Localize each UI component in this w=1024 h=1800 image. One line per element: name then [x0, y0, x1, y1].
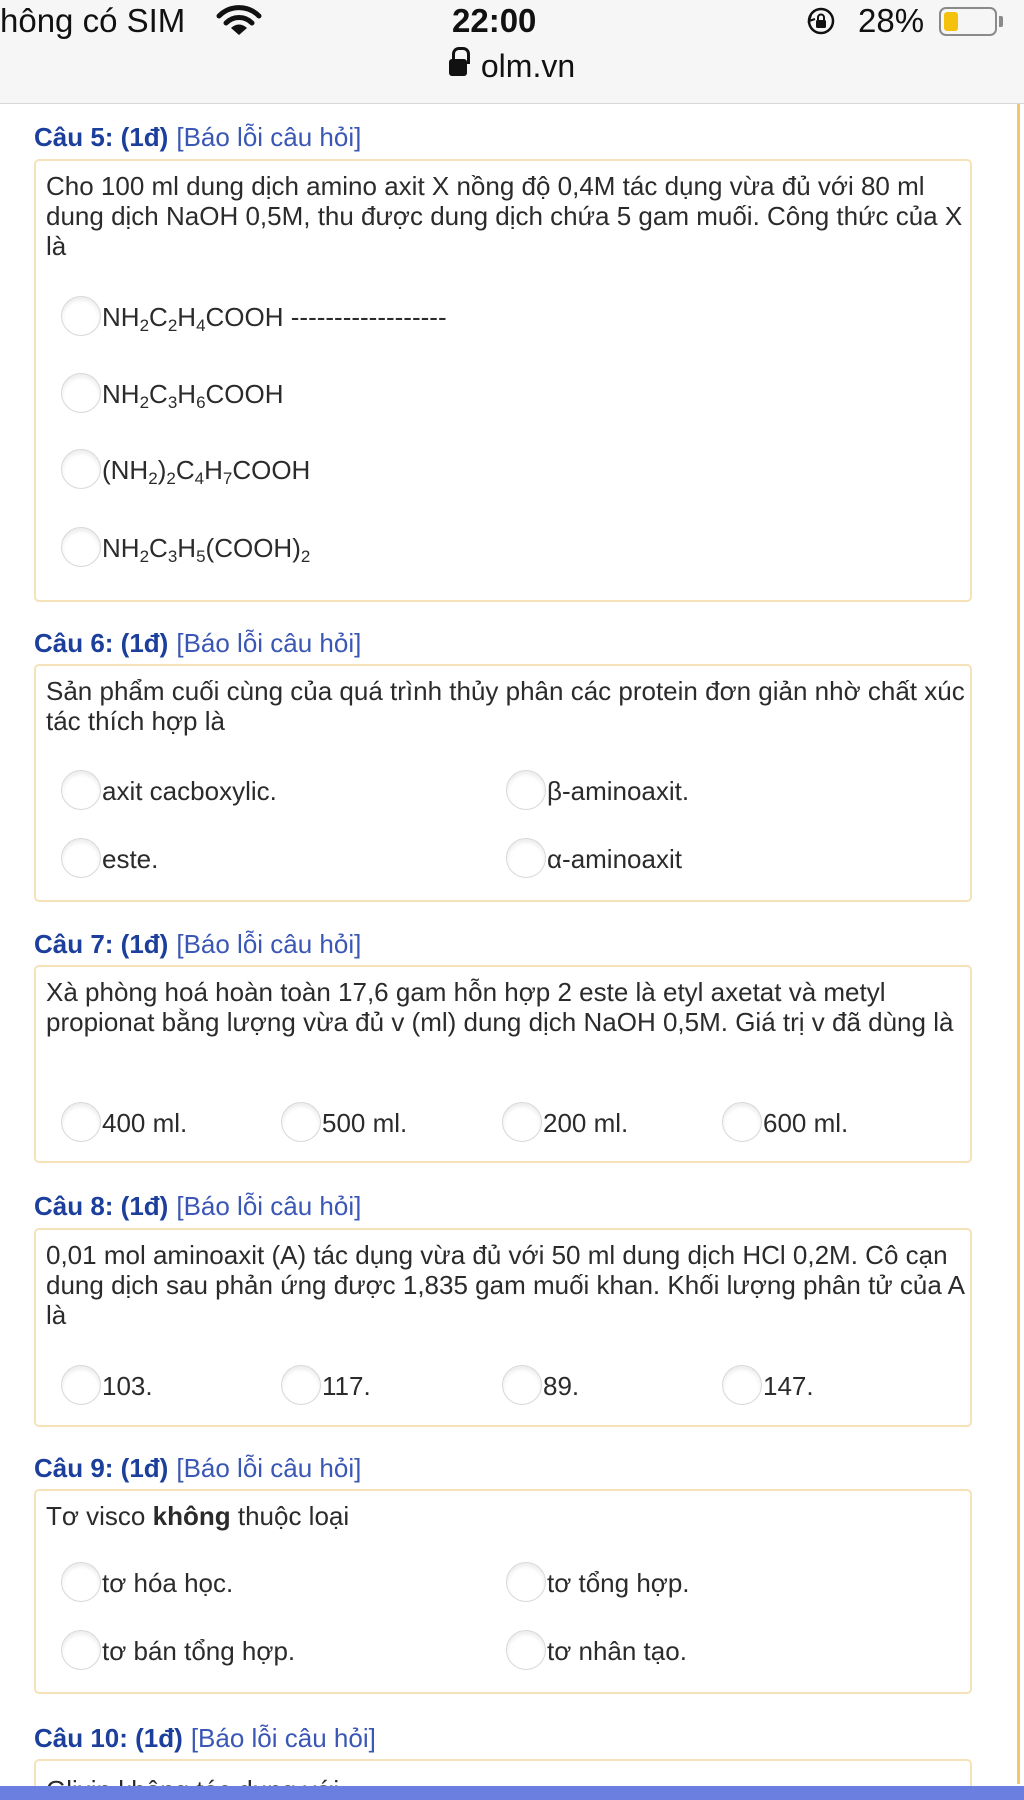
question-7-box: [34, 965, 972, 1163]
option-label: 103.: [102, 1371, 153, 1401]
radio-button[interactable]: [502, 1365, 542, 1405]
option-label: este.: [102, 844, 159, 874]
radio-button[interactable]: [61, 770, 101, 810]
radio-button[interactable]: [61, 838, 101, 878]
option-label: α-aminoaxit: [547, 844, 682, 874]
report-link[interactable]: [Báo lỗi câu hỏi]: [176, 628, 362, 658]
radio-button[interactable]: [61, 449, 101, 489]
radio-button[interactable]: [61, 1562, 101, 1602]
question-number: Câu 10: (1đ): [34, 1723, 183, 1753]
orientation-lock-icon: [806, 6, 836, 36]
question-5-header: [34, 122, 361, 153]
report-link[interactable]: [Báo lỗi câu hỏi]: [176, 122, 362, 152]
lock-icon: [449, 56, 467, 78]
option-label: 117.: [322, 1371, 371, 1401]
option-label: 600 ml.: [763, 1108, 849, 1138]
radio-button[interactable]: [506, 1562, 546, 1602]
radio-button[interactable]: [281, 1102, 321, 1142]
question-text: Sản phẩm cuối cùng của quá trình thủy phân các protein đơn giản nhờ chất xúc tác thích hợp là: [46, 676, 965, 736]
radio-button[interactable]: [61, 296, 101, 336]
carrier-label: hông có SIM: [0, 2, 186, 39]
radio-button[interactable]: [722, 1102, 762, 1142]
report-link[interactable]: [Báo lỗi câu hỏi]: [176, 1453, 362, 1483]
battery-level: [944, 12, 958, 31]
question-8-header: [34, 1191, 361, 1222]
radio-button[interactable]: [281, 1365, 321, 1405]
option-label: $(NH_2)_2C_4H_7COOH$: [102, 455, 311, 488]
question-number: Câu 7: (1đ): [34, 929, 169, 959]
bottom-toolbar: [0, 1786, 1024, 1800]
radio-button[interactable]: [61, 527, 101, 567]
question-text: Tơ visco không thuộc loại: [46, 1501, 350, 1531]
radio-button[interactable]: [506, 1630, 546, 1670]
option-label: $NH_2C_3H_6COOH$: [102, 379, 284, 412]
radio-button[interactable]: [61, 1630, 101, 1670]
browser-chrome: [0, 0, 1024, 104]
question-text: Cho 100 ml dung dịch amino axit X nồng độ 0,4M tác dụng vừa đủ với 80 ml dung dịch NaOH 0,5M, thu được dung dịch chứa 5 gam muối. Công thức của X là: [46, 171, 963, 261]
battery-tip: [999, 16, 1003, 27]
option-label: tơ bán tổng hợp.: [102, 1636, 296, 1666]
option-label: 89.: [543, 1371, 580, 1401]
report-link[interactable]: [Báo lỗi câu hỏi]: [176, 929, 362, 959]
battery-percent: 28%: [858, 2, 925, 39]
url-text: olm.vn: [480, 48, 576, 84]
question-text: 0,01 mol aminoaxit (A) tác dụng vừa đủ với 50 ml dung dịch HCl 0,2M. Cô cạn dung dịch sau phản ứng được 1,835 gam muối khan. Khối lượng phân tử của A là: [46, 1240, 964, 1330]
option-label: 400 ml.: [102, 1108, 188, 1138]
question-number: Câu 8: (1đ): [34, 1191, 169, 1221]
battery-icon: [939, 7, 997, 36]
question-text: Xà phòng hoá hoàn toàn 17,6 gam hỗn hợp 2 este là etyl axetat và metyl propionat bằng lượng vừa đủ v (ml) dung dịch NaOH 0,5M. Giá trị v đã dùng là: [46, 977, 954, 1037]
question-10-header: [34, 1723, 376, 1754]
radio-button[interactable]: [506, 770, 546, 810]
option-label: $NH_2C_2H_4COOH$ ------------------: [102, 302, 447, 335]
option-label: 500 ml.: [322, 1108, 408, 1138]
option-label: axit cacboxylic.: [102, 776, 277, 806]
radio-button[interactable]: [61, 1365, 101, 1405]
option-label: 200 ml.: [543, 1108, 629, 1138]
option-label: $NH_2C_3H_5(COOH)_2$: [102, 533, 311, 566]
question-number: Câu 6: (1đ): [34, 628, 169, 658]
question-7-header: [34, 929, 361, 960]
radio-button[interactable]: [722, 1365, 762, 1405]
question-6-header: [34, 628, 361, 659]
emphasis: không: [152, 1501, 231, 1531]
report-link[interactable]: [Báo lỗi câu hỏi]: [176, 1191, 362, 1221]
address-bar[interactable]: [0, 48, 1024, 85]
question-number: Câu 9: (1đ): [34, 1453, 169, 1483]
question-5-box: [34, 159, 972, 602]
option-label: tơ tổng hợp.: [547, 1568, 690, 1598]
option-label: tơ hóa học.: [102, 1568, 234, 1598]
radio-button[interactable]: [502, 1102, 542, 1142]
question-number: Câu 5: (1đ): [34, 122, 169, 152]
option-label: tơ nhân tạo.: [547, 1636, 687, 1666]
option-label: 147.: [763, 1371, 814, 1401]
clock: 22:00: [452, 2, 537, 39]
question-6-box: [34, 664, 972, 902]
option-label: β-aminoaxit.: [547, 776, 690, 806]
question-9-box: [34, 1489, 972, 1694]
radio-button[interactable]: [506, 838, 546, 878]
question-8-box: [34, 1228, 972, 1427]
report-link[interactable]: [Báo lỗi câu hỏi]: [190, 1723, 376, 1753]
scroll-indicator: [1017, 104, 1020, 1784]
radio-button[interactable]: [61, 1102, 101, 1142]
radio-button[interactable]: [61, 373, 101, 413]
question-9-header: [34, 1453, 361, 1484]
wifi-icon: [215, 4, 263, 38]
